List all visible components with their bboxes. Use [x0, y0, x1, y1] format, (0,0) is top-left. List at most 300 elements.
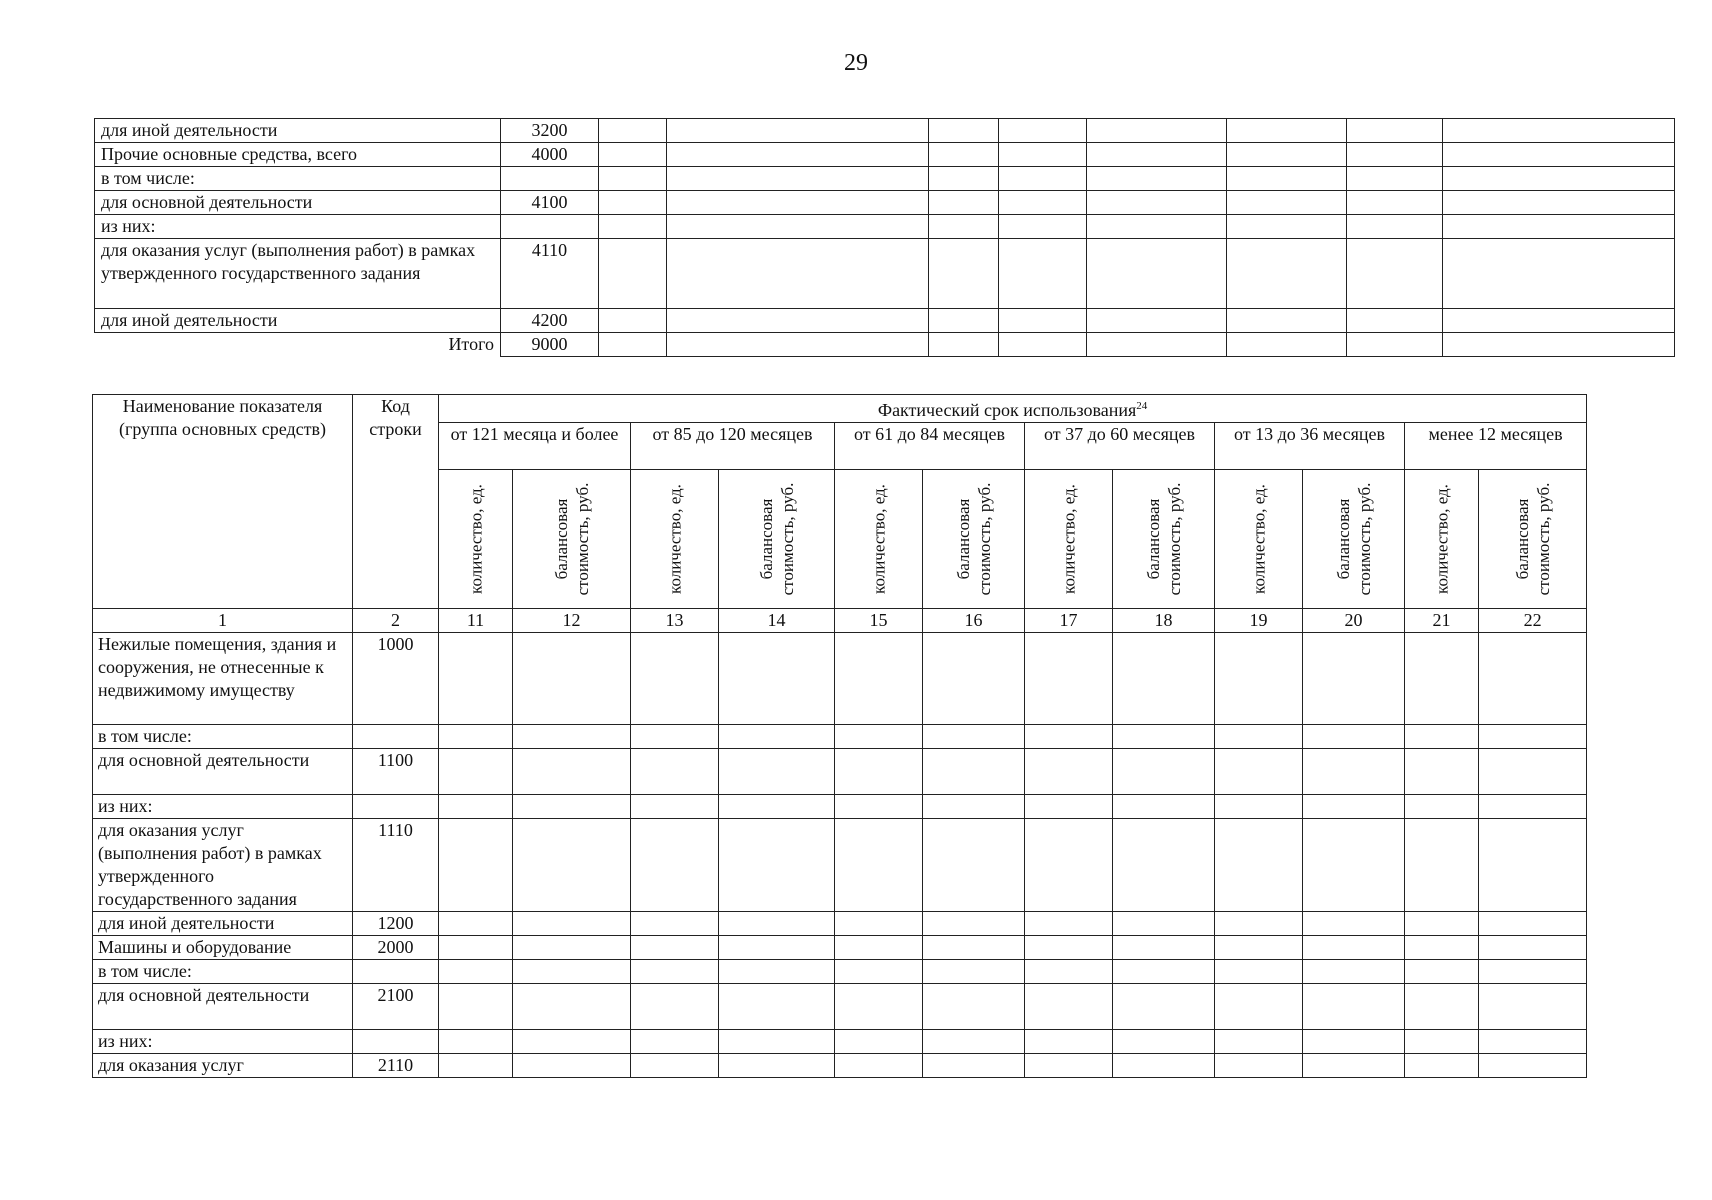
empty-cell[interactable] — [1479, 912, 1587, 936]
table-row — [93, 984, 1587, 1030]
column-number: 18 — [1113, 609, 1215, 633]
quantity-header — [1215, 470, 1303, 609]
empty-cell[interactable] — [513, 936, 631, 960]
empty-cell[interactable] — [1443, 333, 1675, 357]
empty-cell[interactable] — [1087, 333, 1227, 357]
empty-cell[interactable] — [999, 239, 1087, 309]
period-group-header: от 121 месяца и более — [439, 423, 631, 470]
empty-cell[interactable] — [923, 1030, 1025, 1054]
quantity-header — [1025, 470, 1113, 609]
empty-cell[interactable] — [835, 960, 923, 984]
empty-cell[interactable] — [1479, 725, 1587, 749]
empty-cell[interactable] — [1347, 215, 1443, 239]
quantity-header-label: количество, ед. — [869, 484, 888, 594]
cost-header — [1113, 470, 1215, 609]
table-row — [93, 960, 1587, 984]
empty-cell[interactable] — [835, 795, 923, 819]
empty-cell[interactable] — [1303, 1030, 1405, 1054]
page-number: 29 — [844, 50, 868, 76]
empty-cell[interactable] — [1405, 633, 1479, 725]
empty-cell[interactable] — [719, 749, 835, 795]
empty-cell[interactable] — [439, 749, 513, 795]
row-code: 4100 — [501, 191, 599, 215]
empty-cell[interactable] — [513, 960, 631, 984]
empty-cell[interactable] — [439, 984, 513, 1030]
top-table-row — [95, 143, 1675, 167]
empty-cell[interactable] — [923, 725, 1025, 749]
column-number: 16 — [923, 609, 1025, 633]
empty-cell[interactable] — [1215, 912, 1303, 936]
empty-cell[interactable] — [667, 239, 929, 309]
empty-cell[interactable] — [1215, 725, 1303, 749]
empty-cell[interactable] — [999, 119, 1087, 143]
empty-cell[interactable] — [1479, 633, 1587, 725]
empty-cell[interactable] — [1479, 984, 1587, 1030]
empty-cell[interactable] — [929, 309, 999, 333]
empty-cell[interactable] — [999, 143, 1087, 167]
empty-cell[interactable] — [1113, 819, 1215, 912]
empty-cell[interactable] — [599, 191, 667, 215]
empty-cell[interactable] — [999, 333, 1087, 357]
column-number: 21 — [1405, 609, 1479, 633]
row-name: для оказания услуг (выполнения работ) в рамках утвержденного государственного задания — [95, 239, 501, 309]
empty-cell[interactable] — [513, 1054, 631, 1078]
empty-cell[interactable] — [1025, 912, 1113, 936]
empty-cell[interactable] — [513, 749, 631, 795]
empty-cell[interactable] — [1025, 725, 1113, 749]
row-name: для иной деятельности — [93, 912, 353, 936]
empty-cell[interactable] — [1087, 239, 1227, 309]
empty-cell[interactable] — [439, 633, 513, 725]
header-period-title: Фактический срок использования — [877, 400, 1137, 420]
empty-cell[interactable] — [599, 119, 667, 143]
empty-cell[interactable] — [631, 795, 719, 819]
row-name: для оказания услуг — [93, 1054, 353, 1078]
cost-header-label: балансовая стоимость, руб. — [551, 482, 592, 596]
empty-cell[interactable] — [439, 1030, 513, 1054]
empty-cell[interactable] — [1025, 1054, 1113, 1078]
table-row — [93, 725, 1587, 749]
empty-cell[interactable] — [835, 1030, 923, 1054]
column-number: 12 — [513, 609, 631, 633]
cost-header — [1303, 470, 1405, 609]
quantity-header — [835, 470, 923, 609]
quantity-header-label: количество, ед. — [1432, 484, 1451, 594]
cost-header — [513, 470, 631, 609]
row-code: 4000 — [501, 143, 599, 167]
empty-cell[interactable] — [1025, 960, 1113, 984]
empty-cell[interactable] — [1025, 633, 1113, 725]
empty-cell[interactable] — [923, 749, 1025, 795]
quantity-header-label: количество, ед. — [665, 484, 684, 594]
empty-cell[interactable] — [719, 984, 835, 1030]
empty-cell[interactable] — [1405, 912, 1479, 936]
empty-cell[interactable] — [513, 912, 631, 936]
empty-cell[interactable] — [1405, 960, 1479, 984]
table-row — [93, 795, 1587, 819]
empty-cell[interactable] — [1405, 749, 1479, 795]
period-group-header: от 61 до 84 месяцев — [835, 423, 1025, 470]
quantity-header-label: количество, ед. — [466, 484, 485, 594]
period-group-header: менее 12 месяцев — [1405, 423, 1587, 470]
empty-cell[interactable] — [1347, 143, 1443, 167]
empty-cell[interactable] — [923, 795, 1025, 819]
empty-cell[interactable] — [631, 1054, 719, 1078]
empty-cell[interactable] — [999, 167, 1087, 191]
cost-header-label: балансовая стоимость, руб. — [1333, 482, 1374, 596]
empty-cell[interactable] — [1113, 749, 1215, 795]
empty-cell[interactable] — [513, 984, 631, 1030]
empty-cell[interactable] — [513, 795, 631, 819]
empty-cell[interactable] — [1303, 1054, 1405, 1078]
empty-cell[interactable] — [1113, 795, 1215, 819]
empty-cell[interactable] — [599, 143, 667, 167]
row-code — [353, 795, 439, 819]
empty-cell[interactable] — [719, 633, 835, 725]
empty-cell[interactable] — [1227, 239, 1347, 309]
empty-cell[interactable] — [513, 1030, 631, 1054]
cost-header — [923, 470, 1025, 609]
empty-cell[interactable] — [439, 912, 513, 936]
row-name: из них: — [93, 795, 353, 819]
empty-cell[interactable] — [1479, 1030, 1587, 1054]
top-table — [94, 118, 1675, 357]
empty-cell[interactable] — [1227, 191, 1347, 215]
empty-cell[interactable] — [1303, 912, 1405, 936]
row-name: для оказания услуг (выполнения работ) в рамках утвержденного государственного задания — [93, 819, 353, 912]
period-group-header: от 37 до 60 месяцев — [1025, 423, 1215, 470]
empty-cell[interactable] — [835, 749, 923, 795]
empty-cell[interactable] — [1215, 819, 1303, 912]
empty-cell[interactable] — [1479, 749, 1587, 795]
empty-cell[interactable] — [631, 749, 719, 795]
empty-cell[interactable] — [835, 912, 923, 936]
empty-cell[interactable] — [631, 936, 719, 960]
empty-cell[interactable] — [835, 633, 923, 725]
empty-cell[interactable] — [1347, 191, 1443, 215]
empty-cell[interactable] — [719, 795, 835, 819]
empty-cell[interactable] — [1025, 984, 1113, 1030]
empty-cell[interactable] — [599, 215, 667, 239]
empty-cell[interactable] — [1215, 795, 1303, 819]
empty-cell[interactable] — [835, 1054, 923, 1078]
empty-cell[interactable] — [1025, 1030, 1113, 1054]
column-number: 14 — [719, 609, 835, 633]
column-number: 19 — [1215, 609, 1303, 633]
row-name: Нежилые помещения, здания и сооружения, не отнесенные к недвижимому имуществу — [93, 633, 353, 725]
table-row — [93, 1054, 1587, 1078]
empty-cell[interactable] — [1087, 309, 1227, 333]
empty-cell[interactable] — [1479, 795, 1587, 819]
quantity-header — [631, 470, 719, 609]
empty-cell[interactable] — [599, 333, 667, 357]
empty-cell[interactable] — [439, 725, 513, 749]
row-code — [501, 167, 599, 191]
empty-cell[interactable] — [1113, 984, 1215, 1030]
row-name: в том числе: — [93, 725, 353, 749]
top-table-row — [95, 119, 1675, 143]
empty-cell[interactable] — [923, 819, 1025, 912]
empty-cell[interactable] — [1405, 725, 1479, 749]
empty-cell[interactable] — [1443, 143, 1675, 167]
table-row — [93, 1030, 1587, 1054]
row-name: в том числе: — [95, 167, 501, 191]
empty-cell[interactable] — [923, 984, 1025, 1030]
empty-cell[interactable] — [1227, 215, 1347, 239]
empty-cell[interactable] — [1025, 936, 1113, 960]
row-name: из них: — [93, 1030, 353, 1054]
empty-cell[interactable] — [1443, 239, 1675, 309]
total-row — [95, 333, 1675, 357]
empty-cell[interactable] — [631, 960, 719, 984]
cost-header-label: балансовая стоимость, руб. — [1512, 482, 1553, 596]
empty-cell[interactable] — [599, 309, 667, 333]
empty-cell[interactable] — [1303, 633, 1405, 725]
empty-cell[interactable] — [1025, 795, 1113, 819]
row-code — [353, 1030, 439, 1054]
row-name: из них: — [95, 215, 501, 239]
row-code: 4200 — [501, 309, 599, 333]
column-number: 20 — [1303, 609, 1405, 633]
empty-cell[interactable] — [835, 819, 923, 912]
empty-cell[interactable] — [667, 167, 929, 191]
empty-cell[interactable] — [923, 960, 1025, 984]
row-code: 4110 — [501, 239, 599, 309]
empty-cell[interactable] — [513, 633, 631, 725]
top-table-row — [95, 215, 1675, 239]
total-label: Итого — [95, 333, 501, 357]
header-period — [439, 395, 1587, 423]
row-name: для основной деятельности — [93, 984, 353, 1030]
empty-cell[interactable] — [835, 936, 923, 960]
column-number: 17 — [1025, 609, 1113, 633]
table-row — [93, 936, 1587, 960]
empty-cell[interactable] — [667, 333, 929, 357]
empty-cell[interactable] — [631, 984, 719, 1030]
cost-header-label: балансовая стоимость, руб. — [756, 482, 797, 596]
empty-cell[interactable] — [1087, 191, 1227, 215]
empty-cell[interactable] — [1227, 333, 1347, 357]
empty-cell[interactable] — [1215, 936, 1303, 960]
empty-cell[interactable] — [719, 912, 835, 936]
table-row — [93, 912, 1587, 936]
empty-cell[interactable] — [1303, 819, 1405, 912]
empty-cell[interactable] — [439, 795, 513, 819]
row-name: для иной деятельности — [95, 119, 501, 143]
empty-cell[interactable] — [1347, 309, 1443, 333]
row-code: 1110 — [353, 819, 439, 912]
empty-cell[interactable] — [1215, 984, 1303, 1030]
empty-cell[interactable] — [1405, 936, 1479, 960]
empty-cell[interactable] — [1025, 819, 1113, 912]
empty-cell[interactable] — [1087, 143, 1227, 167]
empty-cell[interactable] — [631, 1030, 719, 1054]
row-code — [353, 725, 439, 749]
cost-header-label: балансовая стоимость, руб. — [1143, 482, 1184, 596]
empty-cell[interactable] — [999, 309, 1087, 333]
empty-cell[interactable] — [439, 1054, 513, 1078]
row-code: 1200 — [353, 912, 439, 936]
empty-cell[interactable] — [1303, 725, 1405, 749]
empty-cell[interactable] — [1215, 633, 1303, 725]
empty-cell[interactable] — [1405, 1054, 1479, 1078]
empty-cell[interactable] — [1087, 119, 1227, 143]
empty-cell[interactable] — [1443, 191, 1675, 215]
empty-cell[interactable] — [923, 936, 1025, 960]
empty-cell[interactable] — [1227, 309, 1347, 333]
empty-cell[interactable] — [1347, 333, 1443, 357]
row-name: для иной деятельности — [95, 309, 501, 333]
row-name: в том числе: — [93, 960, 353, 984]
empty-cell[interactable] — [1227, 143, 1347, 167]
empty-cell[interactable] — [1113, 936, 1215, 960]
empty-cell[interactable] — [929, 333, 999, 357]
table-row — [93, 749, 1587, 795]
empty-cell[interactable] — [631, 819, 719, 912]
empty-cell[interactable] — [1347, 119, 1443, 143]
empty-cell[interactable] — [1113, 960, 1215, 984]
top-table-row — [95, 191, 1675, 215]
empty-cell[interactable] — [1113, 633, 1215, 725]
empty-cell[interactable] — [1215, 749, 1303, 795]
empty-cell[interactable] — [1347, 239, 1443, 309]
row-name: Прочие основные средства, всего — [95, 143, 501, 167]
empty-cell[interactable] — [1405, 819, 1479, 912]
empty-cell[interactable] — [923, 633, 1025, 725]
quantity-header — [1405, 470, 1479, 609]
header-name: Наименование показателя (группа основных средств) — [93, 395, 353, 609]
column-number: 2 — [353, 609, 439, 633]
row-code: 1100 — [353, 749, 439, 795]
column-number: 13 — [631, 609, 719, 633]
empty-cell[interactable] — [835, 984, 923, 1030]
empty-cell[interactable] — [513, 725, 631, 749]
quantity-header-label: количество, ед. — [1249, 484, 1268, 594]
empty-cell[interactable] — [1025, 749, 1113, 795]
empty-cell[interactable] — [599, 167, 667, 191]
empty-cell[interactable] — [1113, 912, 1215, 936]
empty-cell[interactable] — [513, 819, 631, 912]
empty-cell[interactable] — [1303, 936, 1405, 960]
empty-cell[interactable] — [1303, 984, 1405, 1030]
top-table-row — [95, 309, 1675, 333]
row-code: 2100 — [353, 984, 439, 1030]
empty-cell[interactable] — [667, 215, 929, 239]
empty-cell[interactable] — [439, 936, 513, 960]
empty-cell[interactable] — [1227, 119, 1347, 143]
empty-cell[interactable] — [929, 239, 999, 309]
empty-cell[interactable] — [1405, 1030, 1479, 1054]
column-number: 15 — [835, 609, 923, 633]
empty-cell[interactable] — [923, 1054, 1025, 1078]
empty-cell[interactable] — [1443, 167, 1675, 191]
empty-cell[interactable] — [1087, 167, 1227, 191]
row-name: для основной деятельности — [95, 191, 501, 215]
empty-cell[interactable] — [1443, 215, 1675, 239]
empty-cell[interactable] — [1303, 749, 1405, 795]
empty-cell[interactable] — [923, 912, 1025, 936]
empty-cell[interactable] — [1347, 167, 1443, 191]
empty-cell[interactable] — [1087, 215, 1227, 239]
cost-header-label: балансовая стоимость, руб. — [953, 482, 994, 596]
empty-cell[interactable] — [999, 215, 1087, 239]
empty-cell[interactable] — [1479, 960, 1587, 984]
empty-cell[interactable] — [999, 191, 1087, 215]
empty-cell[interactable] — [439, 819, 513, 912]
empty-cell[interactable] — [929, 143, 999, 167]
empty-cell[interactable] — [667, 309, 929, 333]
empty-cell[interactable] — [1113, 725, 1215, 749]
empty-cell[interactable] — [1227, 167, 1347, 191]
period-group-header: от 85 до 120 месяцев — [631, 423, 835, 470]
footnote-marker: 24 — [1136, 400, 1148, 412]
cost-header — [1479, 470, 1587, 609]
empty-cell[interactable] — [631, 725, 719, 749]
empty-cell[interactable] — [1405, 795, 1479, 819]
empty-cell[interactable] — [929, 191, 999, 215]
empty-cell[interactable] — [1215, 1030, 1303, 1054]
period-group-header: от 13 до 36 месяцев — [1215, 423, 1405, 470]
empty-cell[interactable] — [719, 1054, 835, 1078]
table-row — [93, 633, 1587, 725]
table-row — [93, 819, 1587, 912]
column-number: 22 — [1479, 609, 1587, 633]
column-number: 1 — [93, 609, 353, 633]
top-table-row — [95, 167, 1675, 191]
empty-cell[interactable] — [1113, 1030, 1215, 1054]
empty-cell[interactable] — [719, 725, 835, 749]
empty-cell[interactable] — [835, 725, 923, 749]
empty-cell[interactable] — [1215, 1054, 1303, 1078]
empty-cell[interactable] — [1113, 1054, 1215, 1078]
quantity-header — [439, 470, 513, 609]
empty-cell[interactable] — [631, 633, 719, 725]
empty-cell[interactable] — [667, 191, 929, 215]
quantity-header-label: количество, ед. — [1059, 484, 1078, 594]
empty-cell[interactable] — [631, 912, 719, 936]
empty-cell[interactable] — [929, 167, 999, 191]
empty-cell[interactable] — [929, 119, 999, 143]
main-table — [92, 394, 1587, 1078]
row-code — [353, 960, 439, 984]
total-code: 9000 — [501, 333, 599, 357]
header-code: Код строки — [353, 395, 439, 609]
row-name: для основной деятельности — [93, 749, 353, 795]
top-table-row — [95, 239, 1675, 309]
row-name: Машины и оборудование — [93, 936, 353, 960]
empty-cell[interactable] — [1443, 309, 1675, 333]
empty-cell[interactable] — [667, 119, 929, 143]
empty-cell[interactable] — [599, 239, 667, 309]
empty-cell[interactable] — [1479, 1054, 1587, 1078]
empty-cell[interactable] — [1405, 984, 1479, 1030]
empty-cell[interactable] — [719, 819, 835, 912]
empty-cell[interactable] — [1479, 819, 1587, 912]
empty-cell[interactable] — [719, 936, 835, 960]
empty-cell[interactable] — [719, 960, 835, 984]
empty-cell[interactable] — [1303, 795, 1405, 819]
empty-cell[interactable] — [1215, 960, 1303, 984]
empty-cell[interactable] — [1443, 119, 1675, 143]
empty-cell[interactable] — [719, 1030, 835, 1054]
empty-cell[interactable] — [439, 960, 513, 984]
empty-cell[interactable] — [667, 143, 929, 167]
empty-cell[interactable] — [1479, 936, 1587, 960]
empty-cell[interactable] — [1303, 960, 1405, 984]
empty-cell[interactable] — [929, 215, 999, 239]
cost-header — [719, 470, 835, 609]
row-code — [501, 215, 599, 239]
